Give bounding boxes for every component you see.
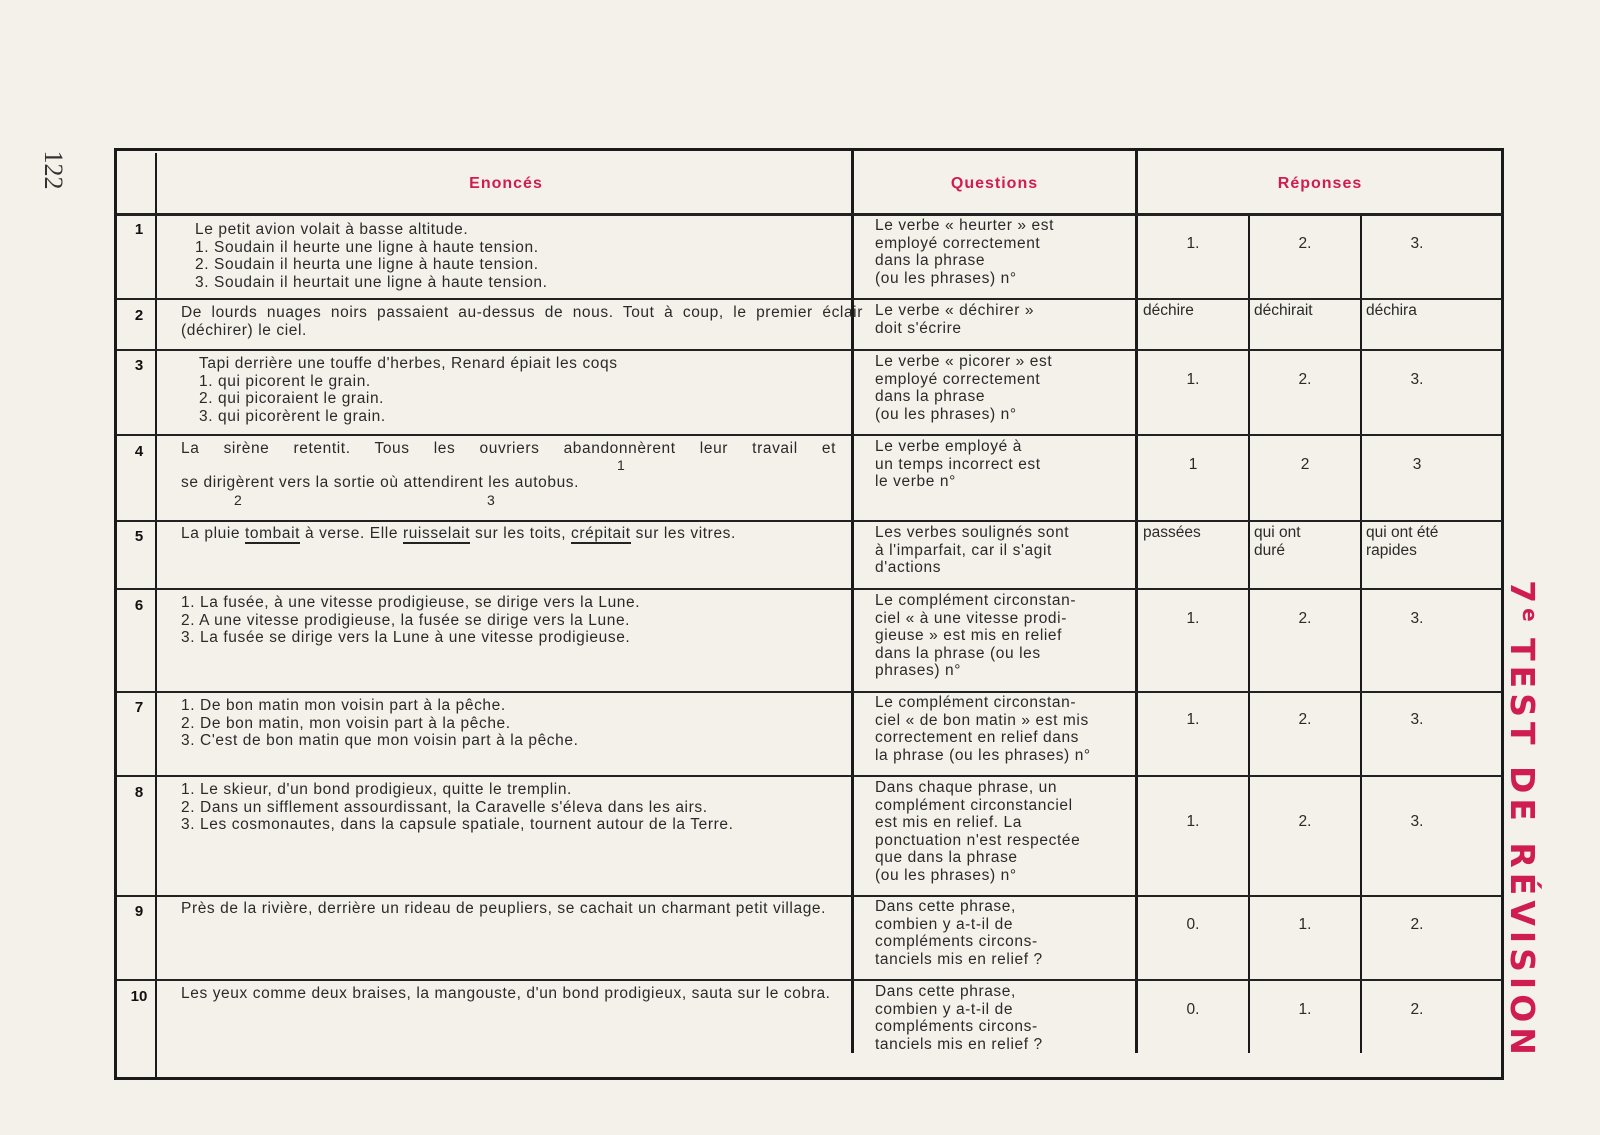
row-4-answer-3: 3 — [1412, 456, 1422, 473]
row-number: 10 — [130, 988, 148, 1005]
row-8-statement: 1. Le skieur, d'un bond prodigieux, quitte le tremplin. 2. Dans un sifflement assourdissant, la Caravelle s'éleva dans les airs. 3. Les cosmonautes, dans la capsule spatiale, tournent autour de la Terre. — [181, 781, 734, 833]
row-8-question: Dans chaque phrase, un complément circonstanciel est mis en relief. La ponctuation n'est respectée que dans la phrase (ou les phrases) n° — [875, 779, 1081, 884]
row-1-answer-1: 1. — [1186, 235, 1200, 252]
row-5-answer-1: passées — [1143, 524, 1201, 541]
row-7-answer-2: 2. — [1298, 711, 1312, 728]
row-5-answer-2: qui ont duré — [1254, 524, 1301, 559]
row-7-statement: 1. De bon matin mon voisin part à la pêche. 2. De bon matin, mon voisin part à la pêche. 3. C'est de bon matin que mon voisin part à la pêche. — [181, 697, 579, 749]
row-4-statement-line-1: La sirène retentit. Tous les ouvriers abandonnèrent leur travail et — [181, 440, 836, 457]
header-questions: Questions — [950, 175, 1039, 192]
row-6-answer-2: 2. — [1298, 610, 1312, 627]
row-10-answer-2: 1. — [1298, 1001, 1312, 1018]
row-6-answer-1: 1. — [1186, 610, 1200, 627]
row-7-answer-1: 1. — [1186, 711, 1200, 728]
header-statements: Enoncés — [469, 175, 543, 192]
row-6-question: Le complément circonstan- ciel « à une vitesse prodi- gieuse » est mis en relief dans la phrase (ou les phrases) n° — [875, 592, 1077, 679]
row-3-statement: Tapi derrière une touffe d'herbes, Renard épiait les coqs 1. qui picorent le grain. 2. qui picoraient le grain. 3. qui picorèrent le grain. — [199, 355, 618, 425]
row-4-marker-2: 2 — [234, 492, 243, 508]
row-7-question: Le complément circonstan- ciel « de bon matin » est mis correctement en relief dans la phrase (ou les phrases) n° — [875, 694, 1091, 764]
row-4-answer-1: 1 — [1188, 456, 1198, 473]
row-8-answer-3: 3. — [1410, 813, 1424, 830]
row-1-statement: Le petit avion volait à basse altitude. 1. Soudain il heurte une ligne à haute tension. 2. Soudain il heurta une ligne à haute tension. 3. Soudain il heurtait une ligne à haute tension. — [195, 221, 548, 291]
row-6-answer-3: 3. — [1410, 610, 1424, 627]
row-9-answer-1: 0. — [1186, 916, 1200, 933]
row-number: 6 — [134, 597, 144, 614]
row-3-answer-3: 3. — [1410, 371, 1424, 388]
underlined-verb: tombait — [245, 525, 301, 542]
row-2-answer-3: déchira — [1366, 302, 1417, 319]
row-3-answer-2: 2. — [1298, 371, 1312, 388]
row-number: 8 — [134, 784, 144, 801]
row-5-question: Les verbes soulignés sont à l'imparfait, car il s'agit d'actions — [875, 524, 1070, 576]
page-number: 122 — [39, 150, 68, 190]
underlined-verb: crépitait — [571, 525, 631, 542]
row-4-statement-line-2: se dirigèrent vers la sortie où attendirent les autobus. — [181, 474, 580, 491]
row-8-answer-2: 2. — [1298, 813, 1312, 830]
header-answers: Réponses — [1277, 175, 1363, 192]
row-number: 3 — [134, 357, 144, 374]
row-3-answer-1: 1. — [1186, 371, 1200, 388]
row-2-answer-2: déchirait — [1254, 302, 1313, 319]
row-10-answer-3: 2. — [1410, 1001, 1424, 1018]
row-number: 5 — [134, 528, 144, 545]
row-9-statement: Près de la rivière, derrière un rideau de peupliers, se cachait un charmant petit village. — [181, 900, 827, 917]
row-7-answer-3: 3. — [1410, 711, 1424, 728]
side-title: 7e TEST DE RÉVISION — [1503, 580, 1542, 1060]
revision-test-table — [114, 148, 1504, 1080]
row-9-answer-3: 2. — [1410, 916, 1424, 933]
row-5-statement: La pluie tombait à verse. Elle ruisselait sur les toits, crépitait sur les vitres. — [181, 525, 736, 542]
row-4-marker-1: 1 — [617, 457, 626, 473]
row-2-question: Le verbe « déchirer » doit s'écrire — [875, 302, 1035, 337]
row-2-answer-1: déchire — [1143, 302, 1194, 319]
underlined-verb: ruisselait — [402, 525, 471, 542]
row-3-question: Le verbe « picorer » est employé correctement dans la phrase (ou les phrases) n° — [875, 353, 1053, 423]
row-6-statement: 1. La fusée, à une vitesse prodigieuse, se dirige vers la Lune. 2. A une vitesse prodigieuse, la fusée se dirige vers la Lune. 3. La fusée se dirige vers la Lune à une vitesse prodigieuse. — [181, 594, 641, 646]
row-9-answer-2: 1. — [1298, 916, 1312, 933]
row-number: 1 — [134, 221, 144, 238]
row-number: 9 — [134, 903, 144, 920]
row-1-answer-3: 3. — [1410, 235, 1424, 252]
row-9-question: Dans cette phrase, combien y a-t-il de compléments circons- tanciels mis en relief ? — [875, 898, 1043, 968]
row-4-marker-3: 3 — [487, 492, 496, 508]
row-5-answer-3: qui ont été rapides — [1366, 524, 1439, 559]
row-4-question: Le verbe employé à un temps incorrect est le verbe n° — [875, 438, 1041, 490]
row-number: 2 — [134, 307, 144, 324]
row-10-statement: Les yeux comme deux braises, la mangouste, d'un bond prodigieux, sauta sur le cobra. — [181, 985, 831, 1002]
row-10-answer-1: 0. — [1186, 1001, 1200, 1018]
row-1-question: Le verbe « heurter » est employé correctement dans la phrase (ou les phrases) n° — [875, 217, 1054, 287]
row-4-answer-2: 2 — [1300, 456, 1310, 473]
row-1-answer-2: 2. — [1298, 235, 1312, 252]
row-8-answer-1: 1. — [1186, 813, 1200, 830]
row-2-statement: De lourds nuages noirs passaient au-dessus de nous. Tout à coup, le premier éclair (déchirer) le ciel. — [181, 304, 863, 339]
row-number: 4 — [134, 443, 144, 460]
row-10-question: Dans cette phrase, combien y a-t-il de compléments circons- tanciels mis en relief ? — [875, 983, 1043, 1053]
row-number: 7 — [134, 699, 144, 716]
